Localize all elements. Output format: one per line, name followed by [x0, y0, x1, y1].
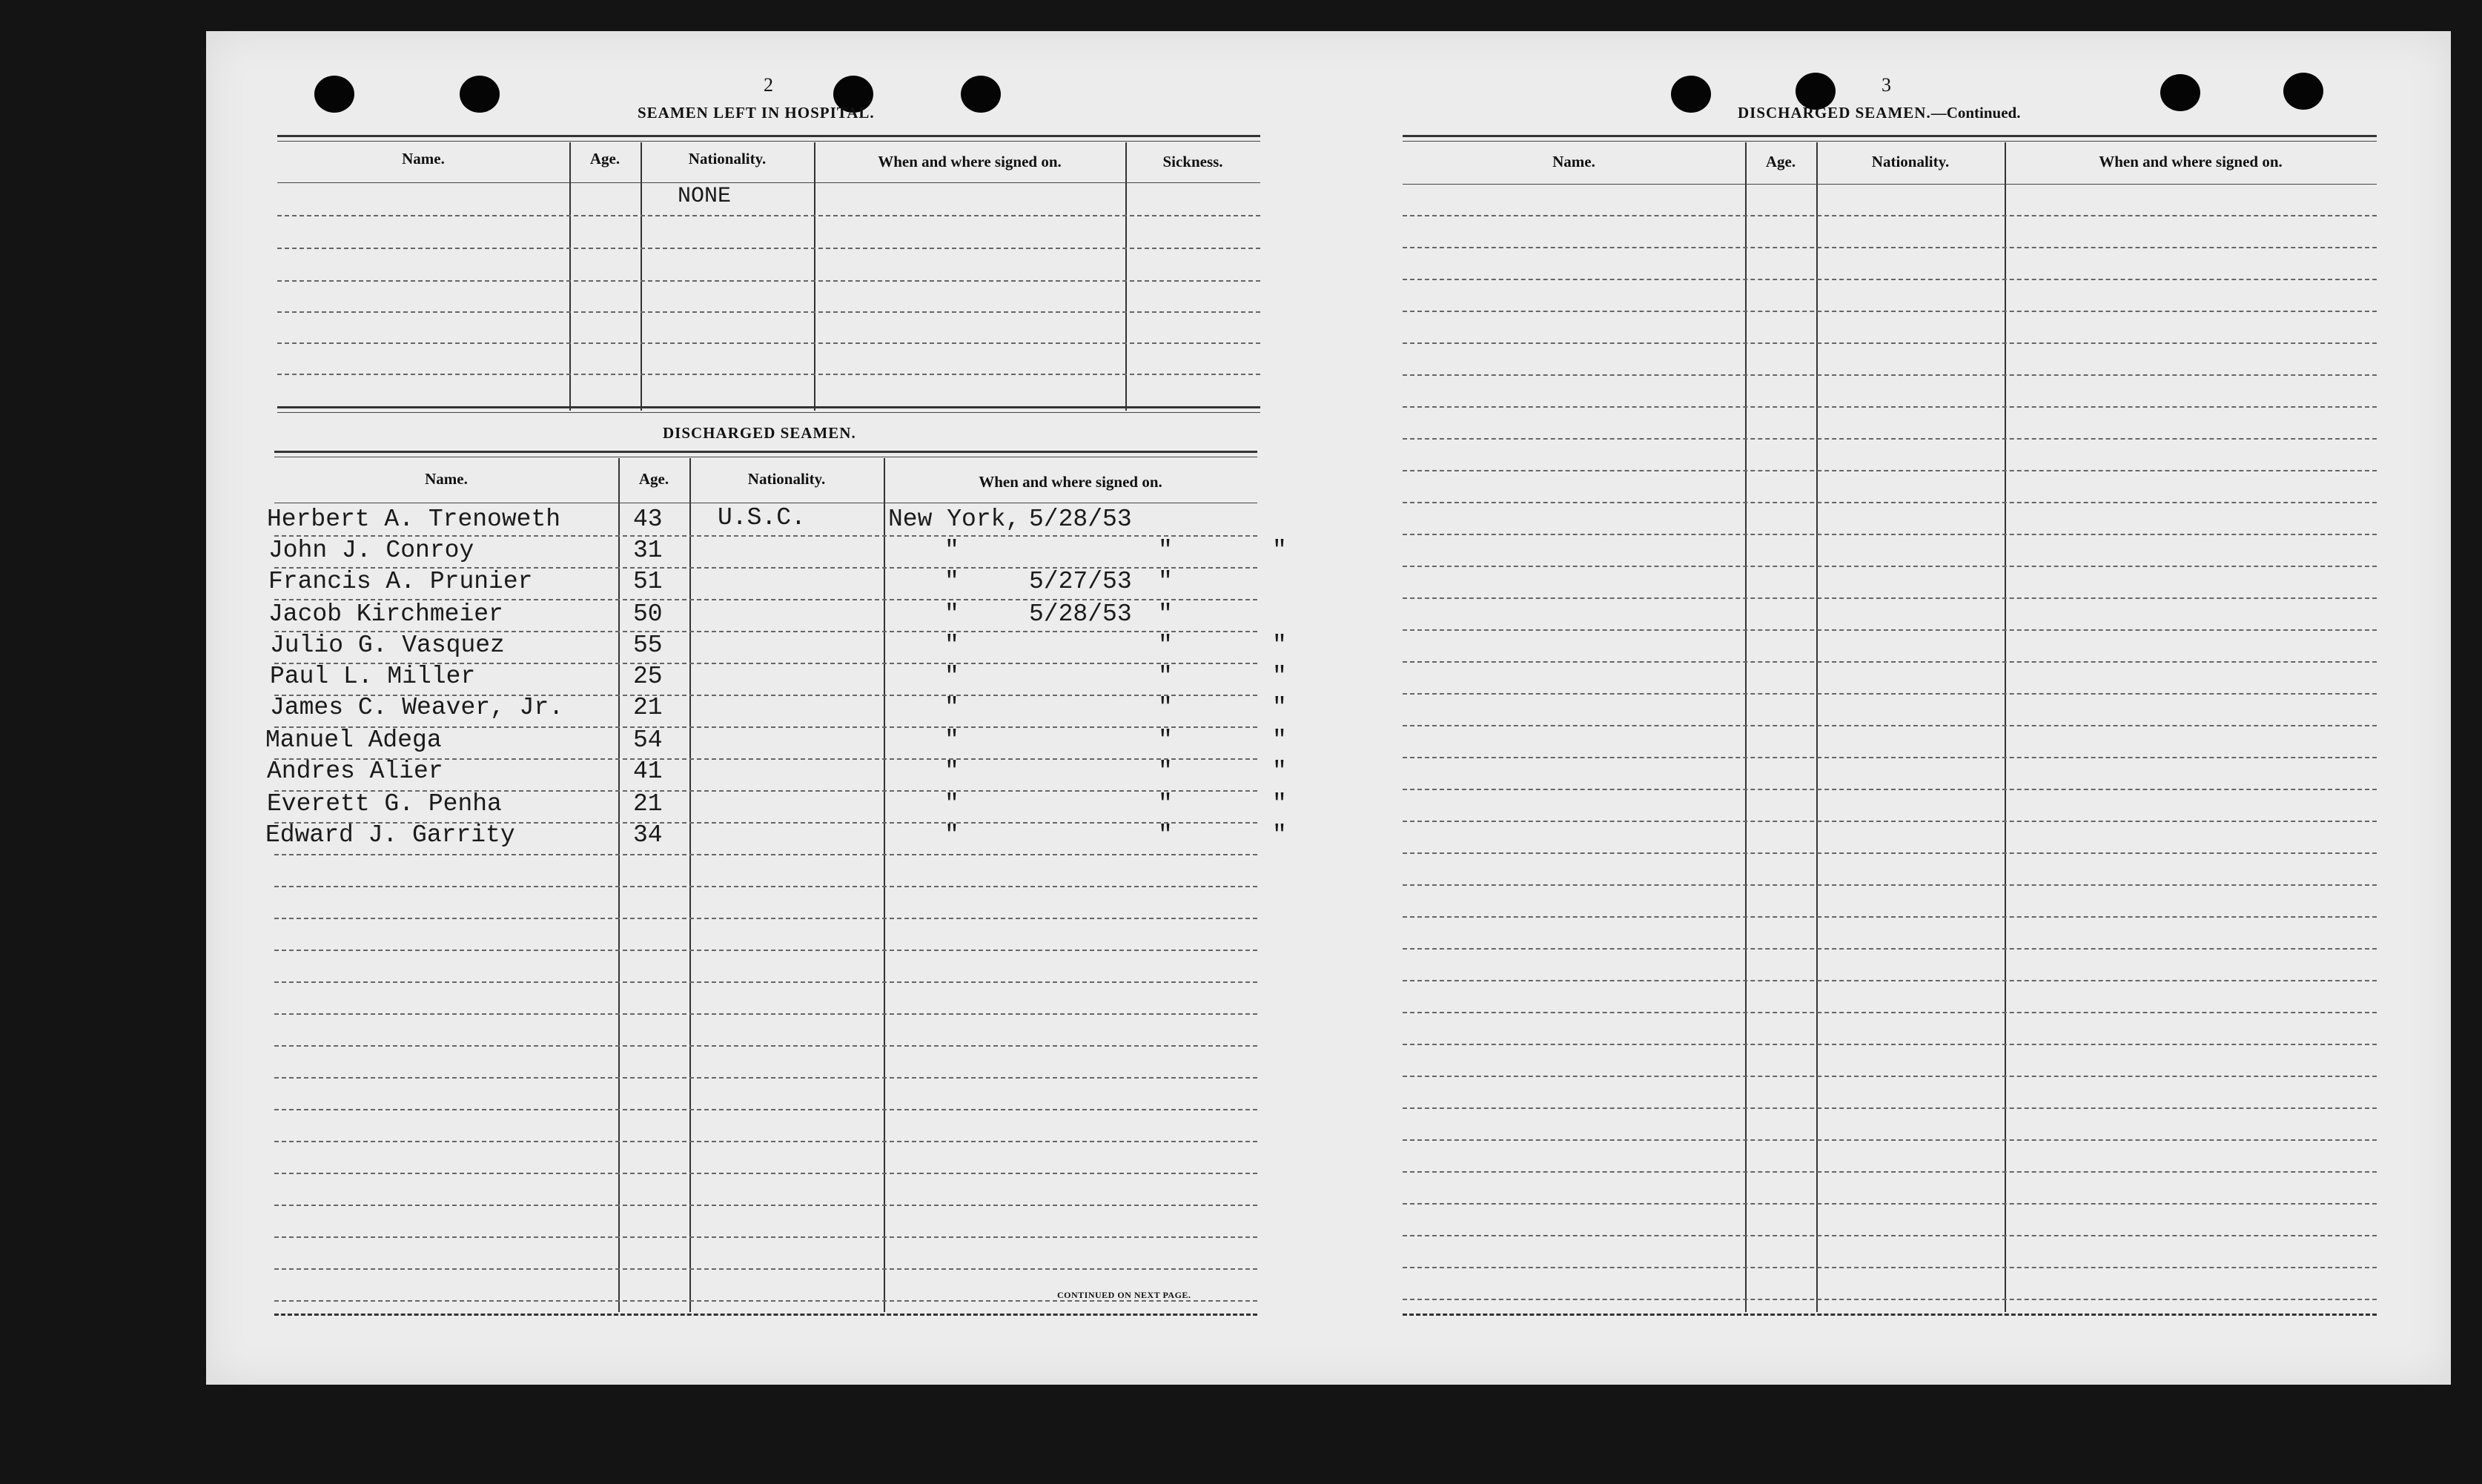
signed-on-date: ": [1272, 758, 1287, 785]
row-line: [274, 854, 1257, 855]
discharged-header-age: Age.: [638, 470, 669, 488]
row-line: [1403, 406, 2377, 408]
signed-on-place: ": [1158, 537, 1173, 564]
row-line: [274, 981, 1257, 983]
row-line: [274, 1109, 1257, 1110]
seaman-name: John J. Conroy: [268, 537, 474, 564]
rule: [277, 412, 1260, 413]
row-line: [274, 886, 1257, 887]
row-line: [1403, 470, 2377, 471]
signed-on-place: ": [1158, 632, 1173, 659]
row-line: [1403, 502, 2377, 503]
row-line: [1403, 757, 2377, 758]
seaman-name: James C. Weaver, Jr.: [270, 694, 564, 721]
seaman-nationality: ": [944, 632, 959, 659]
row-line: [1403, 725, 2377, 726]
right-header-name: Name.: [1552, 153, 1595, 170]
continued-footer: CONTINUED ON NEXT PAGE.: [1057, 1290, 1191, 1300]
punch-hole: [1671, 76, 1711, 113]
row-line: [1403, 1076, 2377, 1077]
row-line: [1403, 374, 2377, 376]
signed-on-date: ": [1272, 821, 1287, 849]
row-line: [277, 215, 1260, 216]
hospital-section-title: SEAMEN LEFT IN HOSPITAL.: [638, 104, 875, 122]
row-line: [1403, 1267, 2377, 1268]
signed-on-place: ": [1158, 758, 1173, 785]
seaman-name: Andres Alier: [267, 758, 443, 785]
rule: [277, 141, 1260, 142]
row-line: [1403, 629, 2377, 631]
seaman-name: Herbert A. Trenoweth: [267, 506, 561, 533]
seaman-age: 31: [633, 537, 663, 564]
row-line: [277, 280, 1260, 282]
row-line: [1403, 1203, 2377, 1205]
row-line: [1403, 789, 2377, 790]
seaman-age: 25: [633, 663, 663, 690]
page-number-right: 3: [1882, 74, 1891, 96]
discharged-header-nationality: Nationality.: [747, 470, 826, 488]
seaman-name: Jacob Kirchmeier: [268, 600, 503, 628]
row-line: [1403, 279, 2377, 280]
hospital-header-nationality: Nationality.: [688, 150, 767, 168]
row-line: [274, 1077, 1257, 1079]
bottom-rule: [274, 1314, 1257, 1316]
row-line: [277, 248, 1260, 249]
discharged-continued-title-main: DISCHARGED SEAMEN.: [1738, 104, 1931, 122]
signed-on-place: ": [1158, 568, 1173, 595]
discharged-continued-title: [1738, 104, 2020, 122]
right-header-age: Age.: [1765, 153, 1796, 170]
signed-on-place: New York,: [888, 506, 1021, 533]
row-line: [1403, 821, 2377, 822]
header-rule: [1403, 184, 2377, 185]
seaman-nationality: ": [944, 790, 959, 818]
right-header-signed-on: When and where signed on.: [2099, 153, 2283, 170]
seaman-nationality: ": [944, 694, 959, 721]
row-line: [1403, 1107, 2377, 1109]
punch-hole: [2160, 74, 2200, 111]
seaman-age: 21: [633, 790, 663, 818]
row-line: [1403, 948, 2377, 950]
signed-on-date: ": [1272, 537, 1287, 564]
seaman-nationality: ": [944, 821, 959, 849]
discharged-continued-suffix: —Continued.: [1930, 104, 2021, 122]
row-line: [1403, 1299, 2377, 1300]
rule: [274, 451, 1257, 453]
seaman-name: Everett G. Penha: [267, 790, 502, 818]
punch-hole: [314, 76, 354, 113]
row-line: [1403, 661, 2377, 663]
hospital-header-sickness: Sickness.: [1162, 153, 1223, 170]
seaman-age: 21: [633, 694, 663, 721]
signed-on-place: ": [1158, 694, 1173, 721]
signed-on-date: ": [1272, 632, 1287, 659]
row-line: [277, 342, 1260, 344]
seaman-age: 50: [633, 600, 663, 628]
row-line: [1403, 438, 2377, 440]
seaman-nationality: ": [944, 726, 959, 754]
seaman-age: 54: [633, 726, 663, 754]
seaman-age: 41: [633, 758, 663, 785]
seaman-nationality: ": [944, 758, 959, 785]
header-rule: [277, 182, 1260, 183]
seaman-name: Francis A. Prunier: [268, 568, 533, 595]
punch-hole: [961, 76, 1001, 113]
hospital-entry-none: NONE: [678, 184, 732, 209]
signed-on-date: 5/27/53: [1029, 568, 1132, 595]
column-divider: [1745, 142, 1747, 1312]
signed-on-date: 5/28/53: [1029, 600, 1132, 628]
row-line: [1403, 247, 2377, 248]
signed-on-date: ": [1272, 790, 1287, 818]
row-line: [1403, 916, 2377, 918]
row-line: [1403, 566, 2377, 567]
seaman-age: 34: [633, 821, 663, 849]
page-number-left: 2: [764, 74, 773, 96]
seaman-nationality: U.S.C.: [718, 504, 806, 531]
row-line: [1403, 215, 2377, 216]
signed-on-date: ": [1272, 726, 1287, 754]
seaman-age: 51: [633, 568, 663, 595]
column-divider: [884, 458, 885, 1312]
punch-hole: [2283, 73, 2323, 110]
punch-hole: [460, 76, 500, 113]
seaman-name: Edward J. Garrity: [265, 821, 515, 849]
rule: [1403, 135, 2377, 137]
row-line: [1403, 852, 2377, 854]
hospital-header-name: Name.: [402, 150, 445, 168]
seaman-nationality: ": [944, 537, 959, 564]
discharged-header-name: Name.: [425, 470, 468, 488]
row-line: [274, 918, 1257, 919]
seaman-nationality: ": [944, 568, 959, 595]
hospital-header-signed-on: When and where signed on.: [878, 153, 1062, 170]
discharged-section-title: DISCHARGED SEAMEN.: [663, 424, 856, 442]
column-divider: [689, 458, 691, 1312]
signed-on-place: ": [1158, 600, 1173, 628]
row-line: [1403, 1171, 2377, 1173]
bottom-rule: [1403, 1314, 2377, 1316]
signed-on-place: ": [1158, 821, 1173, 849]
row-line: [1403, 693, 2377, 695]
signed-on-date: 5/28/53: [1029, 506, 1132, 533]
seaman-nationality: ": [944, 663, 959, 690]
row-line: [1403, 1044, 2377, 1045]
row-line: [1403, 1235, 2377, 1236]
row-line: [1403, 980, 2377, 981]
row-line: [1403, 1139, 2377, 1141]
rule: [277, 135, 1260, 137]
row-line: [1403, 311, 2377, 312]
signed-on-place: ": [1158, 790, 1173, 818]
row-line: [1403, 884, 2377, 886]
row-line: [1403, 534, 2377, 535]
row-line: [1403, 1012, 2377, 1013]
row-line: [274, 1173, 1257, 1174]
row-line: [277, 311, 1260, 313]
row-line: [274, 1013, 1257, 1015]
seaman-name: Manuel Adega: [265, 726, 442, 754]
discharged-header-signed-on: When and where signed on.: [979, 473, 1162, 491]
seaman-name: Paul L. Miller: [270, 663, 476, 690]
signed-on-date: ": [1272, 694, 1287, 721]
rule: [277, 406, 1260, 408]
seaman-nationality: ": [944, 600, 959, 628]
row-line: [274, 1268, 1257, 1270]
column-divider: [618, 458, 620, 1312]
column-divider: [2005, 142, 2006, 1312]
row-line: [274, 1045, 1257, 1047]
row-line: [1403, 597, 2377, 599]
signed-on-date: ": [1272, 663, 1287, 690]
row-line: [274, 1205, 1257, 1206]
document-sheet: [206, 31, 2451, 1385]
row-line: [1403, 342, 2377, 344]
row-line: [274, 1236, 1257, 1238]
signed-on-place: ": [1158, 726, 1173, 754]
row-line: [274, 1141, 1257, 1142]
row-line: [274, 950, 1257, 951]
right-header-nationality: Nationality.: [1871, 153, 1950, 170]
column-divider: [1816, 142, 1818, 1312]
rule: [1403, 141, 2377, 142]
signed-on-place: ": [1158, 663, 1173, 690]
hospital-header-age: Age.: [589, 150, 620, 168]
seaman-age: 55: [633, 632, 663, 659]
seaman-age: 43: [633, 506, 663, 533]
row-line: [277, 374, 1260, 375]
seaman-name: Julio G. Vasquez: [270, 632, 505, 659]
